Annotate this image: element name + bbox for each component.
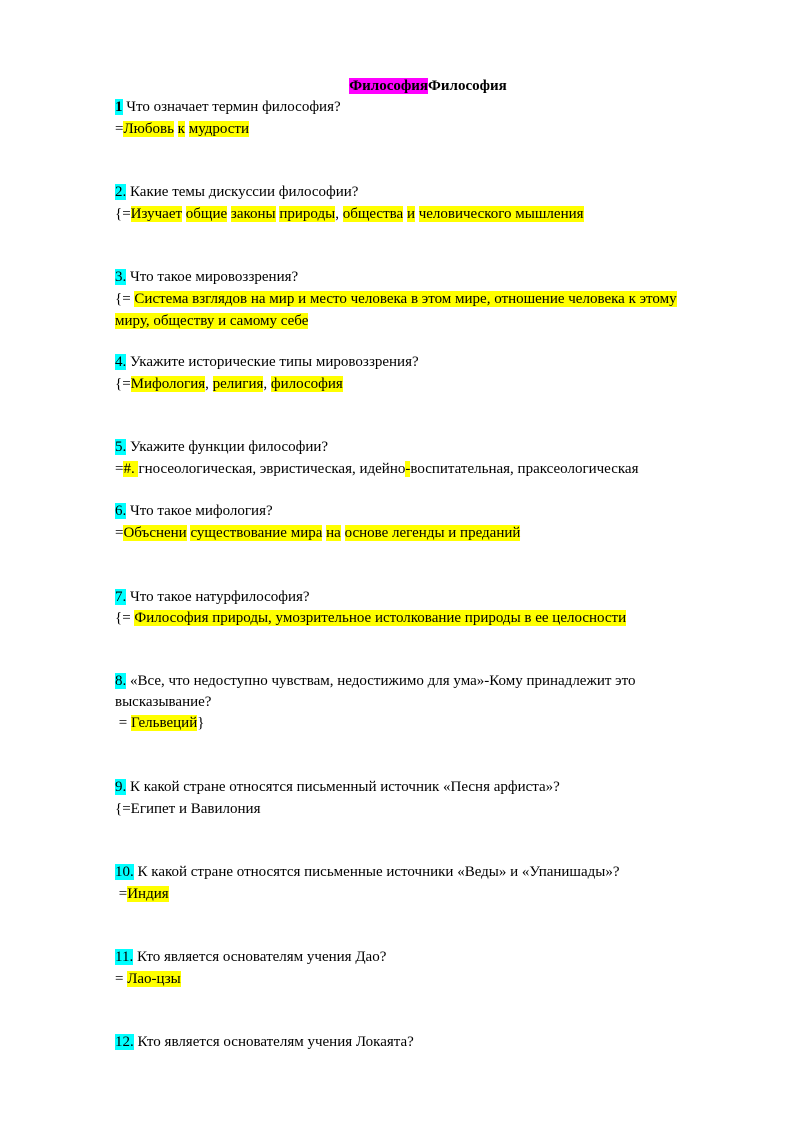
answer-9 <box>115 799 260 820</box>
question-text: Укажите функции философии? <box>126 439 329 455</box>
question-8-line-2 <box>115 692 211 713</box>
answer-3-line-2 <box>115 311 308 332</box>
title-plain: Философия <box>428 78 507 94</box>
answer-prefix: = <box>115 886 128 902</box>
question-text: высказывание? <box>115 694 212 710</box>
answer-word: и <box>406 206 415 222</box>
question-text: Какие темы дискуссии философии? <box>126 184 359 200</box>
answer-word: Объснени <box>123 525 187 541</box>
answer-separator: , <box>205 376 213 392</box>
answer-2 <box>115 204 584 225</box>
question-3 <box>115 267 298 288</box>
answer-3-line-1 <box>115 289 677 310</box>
question-text: Кто является основателям учения Дао? <box>133 949 387 965</box>
answer-text: Система взглядов на мир и место человека в этом мире, отношение человека к этому <box>134 291 677 307</box>
question-7 <box>115 587 310 608</box>
answer-word: религия <box>212 376 264 392</box>
question-number: 8. <box>115 673 127 689</box>
answer-text: {=Египет и Вавилония <box>115 801 261 817</box>
answer-prefix: {= <box>115 206 131 222</box>
answer-text: воспитательная, праксеологическая <box>410 461 639 477</box>
answer-word: существование мира <box>190 525 323 541</box>
answer-word: человического мышления <box>418 206 584 222</box>
answer-prefix: {= <box>115 376 131 392</box>
answer-word: законы <box>230 206 276 222</box>
answer-word: основе легенды и преданий <box>344 525 521 541</box>
answer-word: Любовь <box>123 121 174 137</box>
question-text: К какой стране относятся письменный источник «Песня арфиста»? <box>126 779 560 795</box>
question-number: 1 <box>115 99 123 115</box>
title-highlighted: Философия <box>349 78 428 94</box>
answer-word: Мифология <box>130 376 206 392</box>
answer-separator: , <box>335 206 339 222</box>
answer-text: Философия природы, умозрительное истолкование природы в ее целосности <box>134 610 627 626</box>
question-number: 11. <box>115 949 134 965</box>
question-number: 6. <box>115 503 127 519</box>
question-text: «Все, что недоступно чувствам, недостижимо для ума»-Кому принадлежит это <box>126 673 636 689</box>
answer-4 <box>115 374 343 395</box>
answer-1 <box>115 119 249 140</box>
answer-7 <box>115 608 626 629</box>
question-9 <box>115 777 560 798</box>
answer-prefix: {= <box>115 291 135 307</box>
answer-5 <box>115 459 638 480</box>
answer-suffix: } <box>197 715 205 731</box>
answer-text: Лао-цзы <box>127 971 181 987</box>
question-4 <box>115 352 419 373</box>
question-number: 4. <box>115 354 127 370</box>
answer-text: гносеологическая, эвристическая, идейно <box>138 461 406 477</box>
question-text: Кто является основателям учения Локаята? <box>133 1034 414 1050</box>
answer-prefix: = <box>115 461 124 477</box>
answer-dash: - <box>405 461 411 477</box>
answer-text: Индия <box>127 886 169 902</box>
question-11 <box>115 947 386 968</box>
question-text: Что означает термин философия? <box>122 99 341 115</box>
answer-text: Гельвеций <box>130 715 198 731</box>
question-6 <box>115 501 273 522</box>
question-1 <box>115 97 341 118</box>
answer-prefix: = <box>115 121 124 137</box>
answer-word: общие <box>185 206 228 222</box>
answer-word: природы <box>279 206 336 222</box>
question-number: 3. <box>115 269 127 285</box>
answer-text: миру, обществу и самому себе <box>115 313 309 329</box>
answer-word: мудрости <box>188 121 249 137</box>
question-number: 7. <box>115 589 127 605</box>
question-text: Что такое натурфилософия? <box>126 589 310 605</box>
answer-mark: #. <box>123 461 139 477</box>
question-number: 12. <box>115 1034 134 1050</box>
answer-word: на <box>326 525 341 541</box>
question-2 <box>115 182 358 203</box>
answer-10 <box>115 884 169 905</box>
answer-11 <box>115 969 181 990</box>
question-12 <box>115 1032 414 1053</box>
question-number: 9. <box>115 779 127 795</box>
question-text: Что такое мифология? <box>126 503 273 519</box>
answer-6 <box>115 523 520 544</box>
answer-separator: , <box>263 376 271 392</box>
question-text: Укажите исторические типы мировоззрения? <box>126 354 419 370</box>
question-number: 2. <box>115 184 127 200</box>
question-8 <box>115 671 635 692</box>
answer-word: к <box>177 121 185 137</box>
answer-prefix: = <box>115 525 124 541</box>
answer-prefix: {= <box>115 610 135 626</box>
answer-prefix: = <box>115 715 131 731</box>
answer-8 <box>115 713 204 734</box>
question-text: К какой стране относятся письменные источники «Веды» и «Упанишады»? <box>133 864 620 880</box>
question-5 <box>115 437 328 458</box>
question-text: Что такое мировоззрения? <box>126 269 299 285</box>
answer-word: Изучает <box>130 206 183 222</box>
answer-prefix: = <box>115 971 128 987</box>
answer-word: философия <box>270 376 343 392</box>
page-title <box>0 76 800 96</box>
question-number: 5. <box>115 439 127 455</box>
question-10 <box>115 862 620 883</box>
answer-word: общества <box>342 206 404 222</box>
question-number: 10. <box>115 864 134 880</box>
